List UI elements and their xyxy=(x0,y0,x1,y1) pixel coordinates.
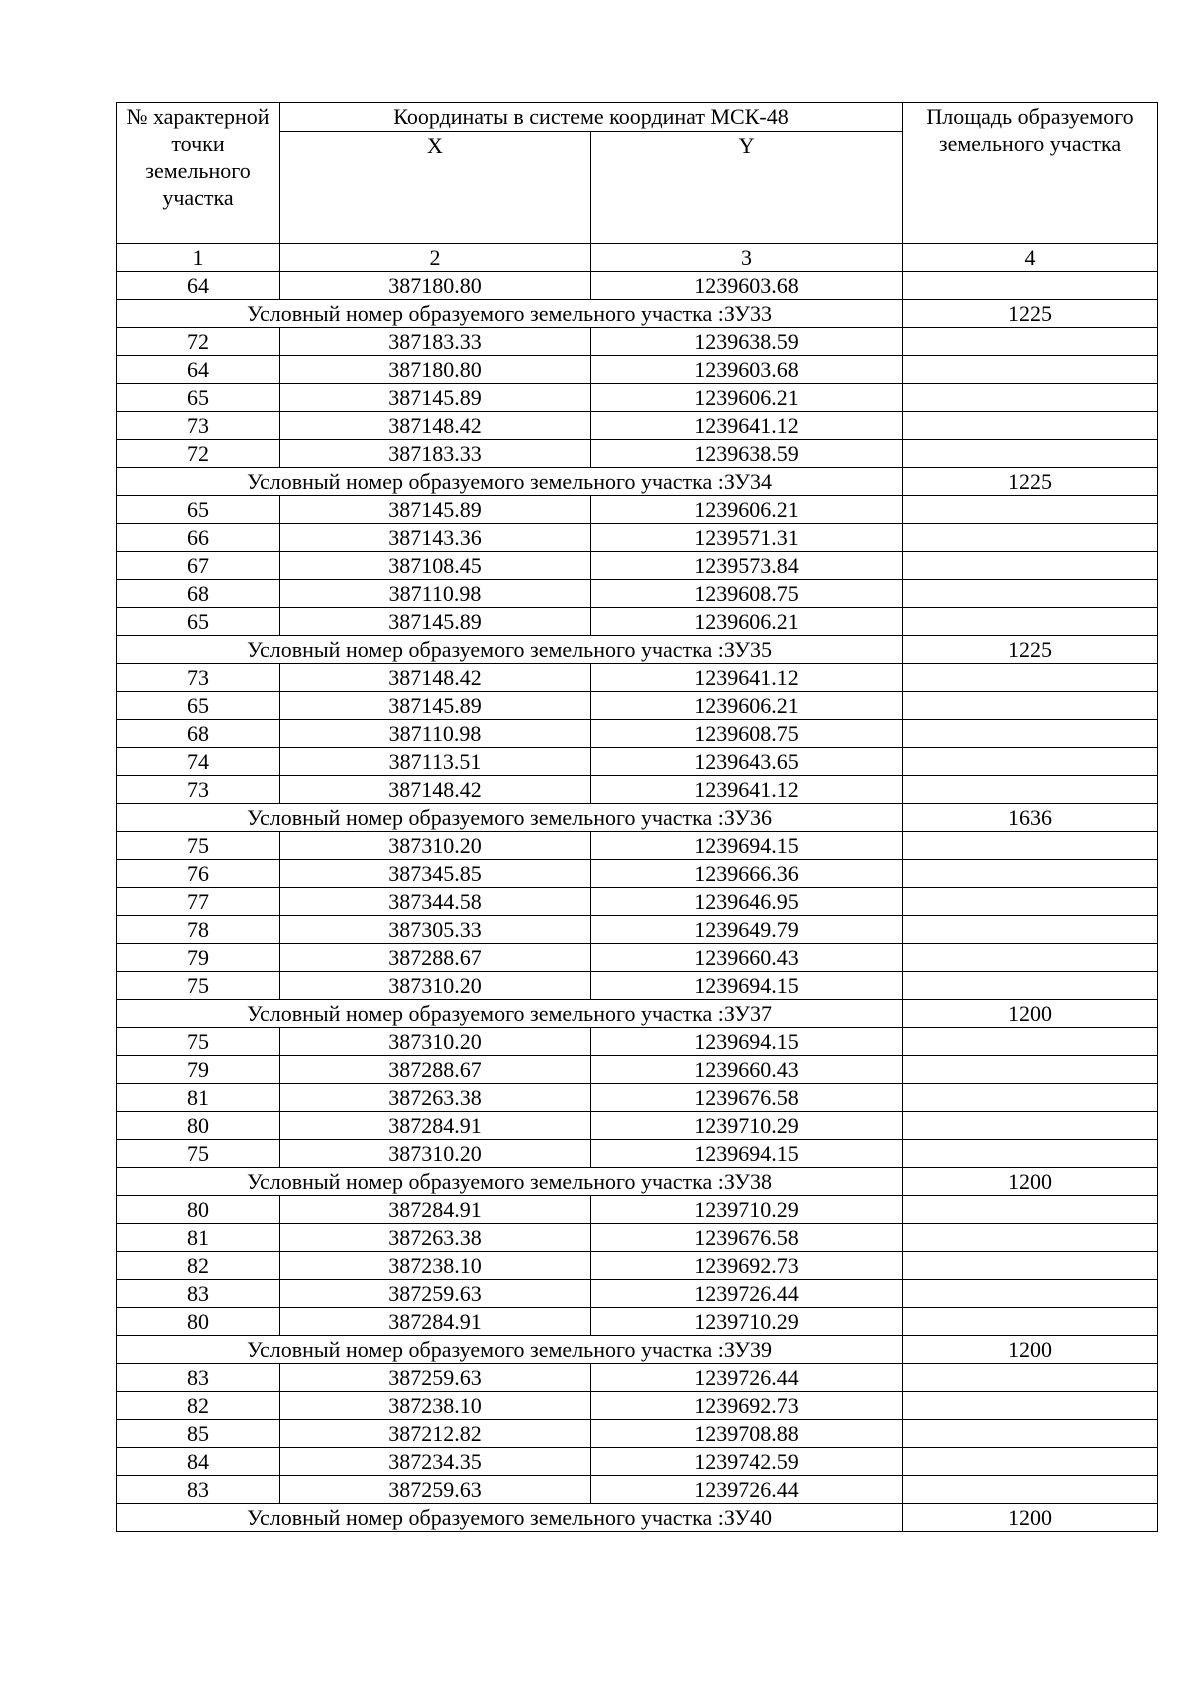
coordinate-y: 1239710.29 xyxy=(591,1308,903,1336)
parcel-area: 1225 xyxy=(903,300,1158,328)
point-row xyxy=(117,972,1158,1000)
area-empty-cell xyxy=(903,664,1158,692)
point-row xyxy=(117,552,1158,580)
coordinate-x: 387305.33 xyxy=(280,916,591,944)
parcel-label: Условный номер образуемого земельного участка :ЗУ35 xyxy=(117,636,903,664)
parcel-row xyxy=(117,1504,1158,1532)
parcel-label: Условный номер образуемого земельного участка :ЗУ33 xyxy=(117,300,903,328)
parcel-row xyxy=(117,1168,1158,1196)
area-empty-cell xyxy=(903,272,1158,300)
column-number: 1 xyxy=(117,244,280,272)
coordinate-x: 387110.98 xyxy=(280,720,591,748)
header-row xyxy=(117,103,1158,132)
coordinate-y: 1239603.68 xyxy=(591,272,903,300)
point-row xyxy=(117,944,1158,972)
area-empty-cell xyxy=(903,1084,1158,1112)
coordinate-x: 387238.10 xyxy=(280,1392,591,1420)
coordinate-y: 1239606.21 xyxy=(591,608,903,636)
point-number: 78 xyxy=(117,916,280,944)
point-row xyxy=(117,1112,1158,1140)
column-number: 3 xyxy=(591,244,903,272)
coordinate-y: 1239643.65 xyxy=(591,748,903,776)
area-empty-cell xyxy=(903,1308,1158,1336)
coordinate-y: 1239710.29 xyxy=(591,1112,903,1140)
area-empty-cell xyxy=(903,860,1158,888)
area-empty-cell xyxy=(903,356,1158,384)
coordinate-x: 387345.85 xyxy=(280,860,591,888)
area-empty-cell xyxy=(903,1224,1158,1252)
coordinate-x: 387259.63 xyxy=(280,1364,591,1392)
point-number: 64 xyxy=(117,356,280,384)
point-row xyxy=(117,1140,1158,1168)
point-number: 82 xyxy=(117,1252,280,1280)
area-empty-cell xyxy=(903,888,1158,916)
point-number: 77 xyxy=(117,888,280,916)
coordinate-y: 1239694.15 xyxy=(591,1140,903,1168)
point-number: 65 xyxy=(117,496,280,524)
area-empty-cell xyxy=(903,1028,1158,1056)
coordinate-x: 387344.58 xyxy=(280,888,591,916)
point-number: 75 xyxy=(117,1028,280,1056)
parcel-row xyxy=(117,300,1158,328)
coordinate-y: 1239641.12 xyxy=(591,664,903,692)
point-row xyxy=(117,1364,1158,1392)
coordinate-x: 387145.89 xyxy=(280,496,591,524)
coordinate-y: 1239692.73 xyxy=(591,1392,903,1420)
area-empty-cell xyxy=(903,832,1158,860)
point-row xyxy=(117,916,1158,944)
coordinate-x: 387145.89 xyxy=(280,608,591,636)
coordinate-y: 1239638.59 xyxy=(591,440,903,468)
point-number: 65 xyxy=(117,608,280,636)
coordinate-y: 1239694.15 xyxy=(591,972,903,1000)
coordinate-x: 387180.80 xyxy=(280,272,591,300)
parcel-area: 1200 xyxy=(903,1168,1158,1196)
point-number: 66 xyxy=(117,524,280,552)
point-row xyxy=(117,328,1158,356)
coordinate-x: 387310.20 xyxy=(280,832,591,860)
coordinate-x: 387148.42 xyxy=(280,664,591,692)
parcel-area: 1225 xyxy=(903,636,1158,664)
area-empty-cell xyxy=(903,748,1158,776)
coordinate-y: 1239606.21 xyxy=(591,496,903,524)
point-number: 65 xyxy=(117,692,280,720)
point-row xyxy=(117,1028,1158,1056)
header-point-no: № характерной точки земельного участка xyxy=(117,103,280,244)
point-row xyxy=(117,580,1158,608)
coordinate-x: 387148.42 xyxy=(280,776,591,804)
coordinate-x: 387183.33 xyxy=(280,328,591,356)
point-row xyxy=(117,1308,1158,1336)
point-row xyxy=(117,832,1158,860)
coordinate-y: 1239694.15 xyxy=(591,1028,903,1056)
area-empty-cell xyxy=(903,328,1158,356)
coordinate-x: 387148.42 xyxy=(280,412,591,440)
coordinate-x: 387143.36 xyxy=(280,524,591,552)
point-row xyxy=(117,356,1158,384)
point-row xyxy=(117,860,1158,888)
coordinate-y: 1239606.21 xyxy=(591,384,903,412)
coordinate-y: 1239573.84 xyxy=(591,552,903,580)
point-number: 65 xyxy=(117,384,280,412)
point-row xyxy=(117,692,1158,720)
coordinate-y: 1239694.15 xyxy=(591,832,903,860)
coordinate-x: 387284.91 xyxy=(280,1112,591,1140)
area-empty-cell xyxy=(903,1112,1158,1140)
point-number: 79 xyxy=(117,944,280,972)
parcel-row xyxy=(117,1000,1158,1028)
point-number: 67 xyxy=(117,552,280,580)
point-row xyxy=(117,1056,1158,1084)
point-number: 85 xyxy=(117,1420,280,1448)
point-number: 82 xyxy=(117,1392,280,1420)
coordinate-y: 1239710.29 xyxy=(591,1196,903,1224)
point-number: 73 xyxy=(117,776,280,804)
coordinate-x: 387310.20 xyxy=(280,1028,591,1056)
parcel-area: 1225 xyxy=(903,468,1158,496)
area-empty-cell xyxy=(903,692,1158,720)
point-number: 81 xyxy=(117,1084,280,1112)
point-row xyxy=(117,1392,1158,1420)
area-empty-cell xyxy=(903,412,1158,440)
point-row xyxy=(117,1252,1158,1280)
coordinate-x: 387145.89 xyxy=(280,384,591,412)
point-number: 83 xyxy=(117,1476,280,1504)
point-number: 75 xyxy=(117,832,280,860)
parcel-row xyxy=(117,1336,1158,1364)
area-empty-cell xyxy=(903,776,1158,804)
point-number: 73 xyxy=(117,664,280,692)
coordinate-x: 387284.91 xyxy=(280,1196,591,1224)
point-number: 64 xyxy=(117,272,280,300)
point-number: 68 xyxy=(117,580,280,608)
point-row xyxy=(117,384,1158,412)
point-number: 73 xyxy=(117,412,280,440)
coordinate-y: 1239742.59 xyxy=(591,1448,903,1476)
point-row xyxy=(117,524,1158,552)
header-coords-group: Координаты в системе координат МСК-48 xyxy=(280,103,903,132)
parcel-row xyxy=(117,804,1158,832)
column-number: 4 xyxy=(903,244,1158,272)
point-number: 80 xyxy=(117,1196,280,1224)
coordinate-y: 1239571.31 xyxy=(591,524,903,552)
coordinate-x: 387259.63 xyxy=(280,1476,591,1504)
point-number: 83 xyxy=(117,1280,280,1308)
coordinate-x: 387288.67 xyxy=(280,944,591,972)
parcel-label: Условный номер образуемого земельного участка :ЗУ39 xyxy=(117,1336,903,1364)
coordinate-x: 387284.91 xyxy=(280,1308,591,1336)
coordinates-table xyxy=(116,102,1158,1532)
area-empty-cell xyxy=(903,1392,1158,1420)
area-empty-cell xyxy=(903,1448,1158,1476)
area-empty-cell xyxy=(903,524,1158,552)
point-number: 68 xyxy=(117,720,280,748)
area-empty-cell xyxy=(903,1252,1158,1280)
coordinate-x: 387310.20 xyxy=(280,972,591,1000)
point-row xyxy=(117,608,1158,636)
header-x: X xyxy=(280,132,591,244)
coordinate-y: 1239676.58 xyxy=(591,1084,903,1112)
coordinate-x: 387212.82 xyxy=(280,1420,591,1448)
parcel-row xyxy=(117,468,1158,496)
area-empty-cell xyxy=(903,552,1158,580)
coordinate-x: 387288.67 xyxy=(280,1056,591,1084)
point-row xyxy=(117,272,1158,300)
point-number: 76 xyxy=(117,860,280,888)
parcel-area: 1200 xyxy=(903,1504,1158,1532)
column-numbers-row xyxy=(117,244,1158,272)
coordinate-y: 1239726.44 xyxy=(591,1364,903,1392)
coordinate-y: 1239660.43 xyxy=(591,944,903,972)
point-number: 80 xyxy=(117,1308,280,1336)
coordinate-y: 1239606.21 xyxy=(591,692,903,720)
point-row xyxy=(117,748,1158,776)
area-empty-cell xyxy=(903,916,1158,944)
coordinate-x: 387310.20 xyxy=(280,1140,591,1168)
coordinate-y: 1239608.75 xyxy=(591,720,903,748)
column-number: 2 xyxy=(280,244,591,272)
area-empty-cell xyxy=(903,608,1158,636)
area-empty-cell xyxy=(903,944,1158,972)
point-row xyxy=(117,1280,1158,1308)
point-row xyxy=(117,720,1158,748)
point-row xyxy=(117,1224,1158,1252)
parcel-label: Условный номер образуемого земельного участка :ЗУ34 xyxy=(117,468,903,496)
coordinate-y: 1239726.44 xyxy=(591,1280,903,1308)
coordinate-y: 1239676.58 xyxy=(591,1224,903,1252)
point-number: 72 xyxy=(117,440,280,468)
coordinate-y: 1239646.95 xyxy=(591,888,903,916)
coordinate-x: 387183.33 xyxy=(280,440,591,468)
coordinate-x: 387180.80 xyxy=(280,356,591,384)
coordinate-y: 1239649.79 xyxy=(591,916,903,944)
point-row xyxy=(117,496,1158,524)
parcel-label: Условный номер образуемого земельного участка :ЗУ37 xyxy=(117,1000,903,1028)
coordinate-x: 387263.38 xyxy=(280,1224,591,1252)
table-body xyxy=(117,272,1158,1532)
coordinate-x: 387110.98 xyxy=(280,580,591,608)
area-empty-cell xyxy=(903,1476,1158,1504)
area-empty-cell xyxy=(903,972,1158,1000)
parcel-label: Условный номер образуемого земельного участка :ЗУ36 xyxy=(117,804,903,832)
parcel-label: Условный номер образуемого земельного участка :ЗУ40 xyxy=(117,1504,903,1532)
point-number: 79 xyxy=(117,1056,280,1084)
point-row xyxy=(117,664,1158,692)
point-number: 74 xyxy=(117,748,280,776)
area-empty-cell xyxy=(903,1364,1158,1392)
point-row xyxy=(117,1084,1158,1112)
parcel-area: 1636 xyxy=(903,804,1158,832)
coordinate-x: 387108.45 xyxy=(280,552,591,580)
document-page xyxy=(116,102,1157,1532)
coordinate-x: 387234.35 xyxy=(280,1448,591,1476)
point-number: 81 xyxy=(117,1224,280,1252)
coordinate-y: 1239692.73 xyxy=(591,1252,903,1280)
coordinate-y: 1239666.36 xyxy=(591,860,903,888)
point-row xyxy=(117,1448,1158,1476)
coordinate-y: 1239638.59 xyxy=(591,328,903,356)
point-row xyxy=(117,440,1158,468)
point-number: 75 xyxy=(117,1140,280,1168)
coordinate-y: 1239641.12 xyxy=(591,412,903,440)
point-number: 75 xyxy=(117,972,280,1000)
point-row xyxy=(117,776,1158,804)
coordinate-y: 1239641.12 xyxy=(591,776,903,804)
area-empty-cell xyxy=(903,1056,1158,1084)
coordinate-y: 1239660.43 xyxy=(591,1056,903,1084)
point-number: 84 xyxy=(117,1448,280,1476)
header-y: Y xyxy=(591,132,903,244)
area-empty-cell xyxy=(903,1280,1158,1308)
point-row xyxy=(117,412,1158,440)
area-empty-cell xyxy=(903,496,1158,524)
point-row xyxy=(117,1476,1158,1504)
parcel-row xyxy=(117,636,1158,664)
area-empty-cell xyxy=(903,1140,1158,1168)
point-row xyxy=(117,1420,1158,1448)
area-empty-cell xyxy=(903,384,1158,412)
coordinate-x: 387263.38 xyxy=(280,1084,591,1112)
coordinate-x: 387259.63 xyxy=(280,1280,591,1308)
area-empty-cell xyxy=(903,1420,1158,1448)
parcel-area: 1200 xyxy=(903,1336,1158,1364)
point-number: 72 xyxy=(117,328,280,356)
area-empty-cell xyxy=(903,440,1158,468)
parcel-area: 1200 xyxy=(903,1000,1158,1028)
coordinate-y: 1239603.68 xyxy=(591,356,903,384)
point-number: 83 xyxy=(117,1364,280,1392)
coordinate-y: 1239708.88 xyxy=(591,1420,903,1448)
parcel-label: Условный номер образуемого земельного участка :ЗУ38 xyxy=(117,1168,903,1196)
coordinate-y: 1239608.75 xyxy=(591,580,903,608)
area-empty-cell xyxy=(903,580,1158,608)
point-row xyxy=(117,888,1158,916)
area-empty-cell xyxy=(903,1196,1158,1224)
header-area: Площадь образуемого земельного участка xyxy=(903,103,1158,244)
point-row xyxy=(117,1196,1158,1224)
coordinate-x: 387113.51 xyxy=(280,748,591,776)
area-empty-cell xyxy=(903,720,1158,748)
coordinate-x: 387145.89 xyxy=(280,692,591,720)
coordinate-x: 387238.10 xyxy=(280,1252,591,1280)
point-number: 80 xyxy=(117,1112,280,1140)
coordinate-y: 1239726.44 xyxy=(591,1476,903,1504)
